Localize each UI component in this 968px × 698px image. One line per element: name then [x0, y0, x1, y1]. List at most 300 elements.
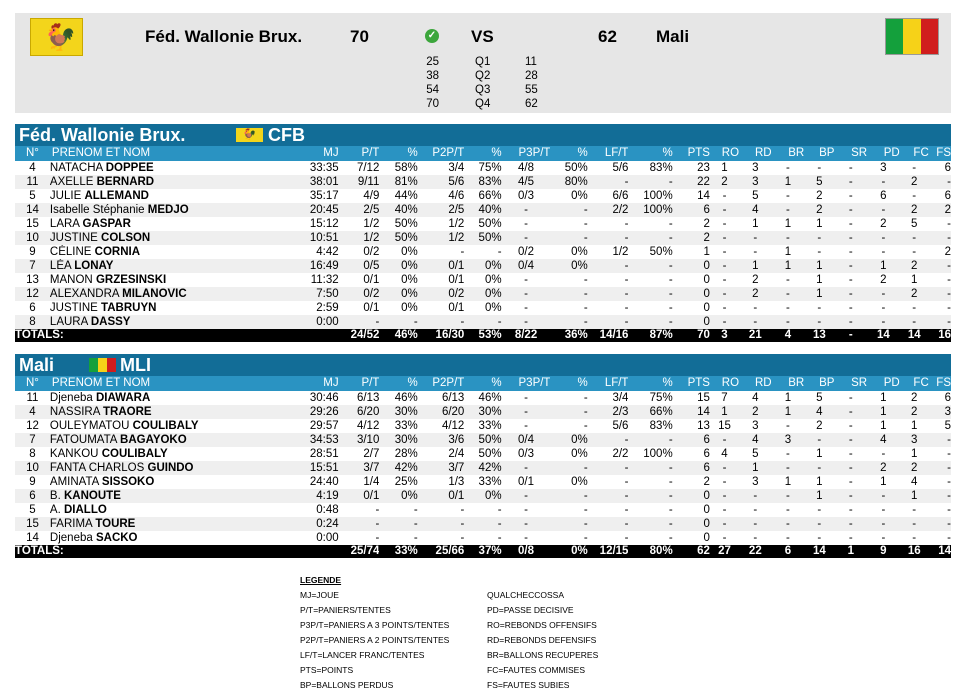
stat-cell: 2	[804, 189, 834, 203]
stat-cell: 4	[867, 433, 900, 447]
stat-cell: 40%	[464, 203, 501, 217]
stat-cell: 4	[739, 433, 772, 447]
stat-cell: -	[588, 517, 629, 531]
stat-cell: -	[739, 301, 772, 315]
stat-cell: 3/10	[339, 433, 380, 447]
stat-cell: -	[772, 189, 805, 203]
stat-cell: 5	[739, 447, 772, 461]
player-first-name: JUSTINE	[49, 232, 98, 244]
stat-cell: 0:48	[257, 503, 338, 517]
stat-cell: 2:59	[257, 301, 338, 315]
table-row	[15, 315, 951, 329]
stat-cell: 50%	[464, 231, 501, 245]
total-cell: 16/30	[418, 329, 465, 342]
player-first-name: NATACHA	[49, 162, 103, 174]
table-row	[15, 273, 951, 287]
column-header-row	[15, 146, 951, 161]
stat-cell: -	[739, 531, 772, 545]
player-last-name: KANOUTE	[64, 490, 121, 502]
stat-cell: -	[710, 217, 739, 231]
player-name	[50, 273, 257, 287]
stat-cell: -	[502, 231, 551, 245]
stat-cell: 100%	[628, 189, 672, 203]
player-number: 5	[15, 189, 50, 203]
stat-cell: 44%	[379, 189, 417, 203]
stat-cell: 6	[673, 447, 710, 461]
stat-cell: -	[772, 301, 805, 315]
stat-cell: -	[418, 503, 465, 517]
stat-cell: -	[772, 517, 805, 531]
legend-item: P3P/T=PANIERS A 3 POINTS/TENTES	[300, 620, 450, 630]
player-number: 15	[15, 517, 50, 531]
player-first-name: JUSTINE	[49, 302, 98, 314]
table-row	[15, 203, 951, 217]
column-header: MJ	[257, 376, 338, 391]
stat-cell: 2	[673, 217, 710, 231]
stat-cell: 15:51	[257, 461, 338, 475]
stat-cell: 6	[673, 203, 710, 217]
stat-cell: -	[929, 231, 951, 245]
stat-cell: -	[739, 489, 772, 503]
column-header: RD	[739, 376, 772, 391]
stat-cell: -	[502, 301, 551, 315]
stat-cell: 1	[772, 259, 805, 273]
stat-cell: 6	[673, 461, 710, 475]
player-last-name: BAGAYOKO	[120, 434, 187, 446]
column-header: P/T	[339, 376, 380, 391]
stat-cell: 2	[867, 461, 900, 475]
quarter-away-score: 62	[525, 98, 538, 110]
stat-cell: -	[929, 287, 951, 301]
stat-cell: 15	[710, 419, 739, 433]
stat-cell: -	[900, 189, 929, 203]
stat-cell: 0/2	[418, 287, 465, 301]
stat-cell: -	[379, 517, 417, 531]
stat-cell: -	[804, 301, 834, 315]
stat-cell: 25%	[379, 475, 417, 489]
column-header: BR	[772, 376, 805, 391]
quarter-label: Q1	[475, 56, 491, 68]
stat-cell: -	[929, 217, 951, 231]
player-name	[50, 231, 257, 245]
stat-cell: 23	[673, 161, 710, 175]
total-cell: 80%	[628, 545, 672, 558]
stat-cell: -	[929, 433, 951, 447]
player-number: 10	[15, 461, 50, 475]
stat-cell: -	[804, 517, 834, 531]
table-row	[15, 517, 951, 531]
totals-row	[15, 545, 951, 558]
player-name	[50, 489, 257, 503]
stat-cell: 1	[710, 405, 739, 419]
stat-cell: 0/1	[418, 259, 465, 273]
stat-cell: 46%	[464, 391, 501, 405]
stat-cell: 2	[804, 203, 834, 217]
quarter-away-score: 55	[525, 84, 538, 96]
player-name	[50, 259, 257, 273]
column-header: RO	[710, 376, 739, 391]
total-cell: 53%	[464, 329, 501, 342]
column-header: PRENOM ET NOM	[50, 376, 257, 391]
stat-cell: 0/2	[339, 245, 380, 259]
stat-cell: -	[867, 315, 900, 329]
stat-cell: -	[867, 489, 900, 503]
stat-cell: -	[834, 259, 867, 273]
player-number: 10	[15, 231, 50, 245]
stat-cell: 6	[867, 189, 900, 203]
legend-item: P2P/T=PANIERS A 2 POINTS/TENTES	[300, 635, 450, 645]
player-first-name: AMINATA	[49, 476, 99, 488]
stat-cell: -	[929, 259, 951, 273]
stat-cell: 1/4	[339, 475, 380, 489]
player-last-name: LONAY	[74, 260, 114, 272]
stat-cell: 20:45	[257, 203, 338, 217]
legend-item: PTS=POINTS	[300, 665, 354, 675]
total-cell: 24/52	[339, 329, 380, 342]
stat-cell: -	[772, 503, 805, 517]
total-cell: 4	[772, 329, 805, 342]
stat-cell: 75%	[628, 391, 672, 405]
stat-cell: -	[710, 503, 739, 517]
player-name	[50, 531, 257, 545]
quarter-home-score: 25	[426, 56, 439, 68]
stat-cell: -	[628, 259, 672, 273]
stat-cell: 2/5	[418, 203, 465, 217]
totals-label: TOTALS:	[15, 545, 257, 558]
quarter-home-scores	[425, 55, 439, 111]
stat-cell: -	[502, 315, 551, 329]
stat-cell: 2/3	[588, 405, 629, 419]
stat-cell: -	[550, 461, 587, 475]
stat-cell: 1	[804, 273, 834, 287]
stat-cell: 1	[772, 475, 805, 489]
column-header: FS	[929, 376, 951, 391]
player-first-name: CÉLINE	[49, 246, 92, 258]
stat-cell: 4	[739, 203, 772, 217]
stat-cell: 10:51	[257, 231, 338, 245]
stat-cell: 5	[804, 175, 834, 189]
stat-cell: 1	[804, 217, 834, 231]
stat-cell: -	[628, 489, 672, 503]
stat-cell: -	[418, 531, 465, 545]
stat-cell: 29:57	[257, 419, 338, 433]
stat-cell: -	[772, 447, 805, 461]
stat-cell: 5/6	[588, 419, 629, 433]
stat-cell: 50%	[464, 433, 501, 447]
stat-cell: -	[628, 175, 672, 189]
stat-cell: 0%	[550, 245, 587, 259]
stat-cell: -	[628, 475, 672, 489]
stat-cell: -	[628, 287, 672, 301]
stat-cell: 2/5	[339, 203, 380, 217]
stat-cell: 5	[900, 217, 929, 231]
stat-cell: 1	[739, 259, 772, 273]
player-last-name: ALLEMAND	[84, 190, 149, 202]
wallonia-flag-icon: 🐓	[236, 128, 263, 142]
stat-cell: 1	[804, 287, 834, 301]
total-cell: 46%	[379, 329, 417, 342]
stat-cell: 1	[804, 489, 834, 503]
stat-cell: -	[418, 245, 465, 259]
column-header-row	[15, 376, 951, 391]
stat-cell: -	[550, 287, 587, 301]
stat-cell: -	[900, 503, 929, 517]
stat-cell: 66%	[628, 405, 672, 419]
column-header: LF/T	[588, 376, 629, 391]
stat-cell: 4/8	[502, 161, 551, 175]
player-last-name: DIAWARA	[95, 392, 151, 404]
stat-cell: 6	[673, 433, 710, 447]
column-header: SR	[834, 376, 867, 391]
column-header: PTS	[673, 146, 710, 161]
stat-cell: -	[804, 245, 834, 259]
player-first-name: FANTA CHARLOS	[49, 462, 145, 474]
player-number: 7	[15, 433, 50, 447]
table-row	[15, 419, 951, 433]
column-header: N°	[15, 146, 50, 161]
stat-cell: -	[804, 231, 834, 245]
total-cell: 27	[710, 545, 739, 558]
total-cell: 16	[929, 329, 951, 342]
total-cell: 87%	[628, 329, 672, 342]
stat-cell: -	[628, 531, 672, 545]
total-cell: 16	[900, 545, 929, 558]
stat-cell: -	[588, 259, 629, 273]
player-number: 9	[15, 475, 50, 489]
totals-row	[15, 329, 951, 342]
column-header: RD	[739, 146, 772, 161]
stat-cell: -	[588, 287, 629, 301]
stat-cell: -	[834, 189, 867, 203]
stat-cell: -	[834, 217, 867, 231]
player-last-name: DOPPEE	[105, 162, 154, 174]
stat-cell: 0/1	[418, 301, 465, 315]
stat-cell: -	[772, 231, 805, 245]
player-last-name: BERNARD	[96, 176, 155, 188]
player-number: 13	[15, 273, 50, 287]
stat-cell: -	[929, 489, 951, 503]
stat-cell: 66%	[464, 189, 501, 203]
column-header: %	[628, 376, 672, 391]
stat-cell: 5	[739, 189, 772, 203]
stat-cell: 6/20	[339, 405, 380, 419]
stat-cell: 2	[900, 175, 929, 189]
stat-cell: -	[900, 517, 929, 531]
wallonia-flag-icon: 🐓	[30, 18, 83, 56]
table-row	[15, 189, 951, 203]
column-header: %	[379, 376, 417, 391]
legend-item: FC=FAUTES COMMISES	[487, 665, 585, 675]
stat-cell: -	[772, 531, 805, 545]
stat-cell: -	[710, 273, 739, 287]
stat-cell: 0	[673, 315, 710, 329]
stat-cell: 0:00	[257, 315, 338, 329]
quarter-away-scores	[525, 55, 538, 111]
player-first-name: Djeneba	[49, 532, 93, 544]
total-cell: 8/22	[502, 329, 551, 342]
stat-cell: 1	[867, 405, 900, 419]
stat-cell: 0%	[464, 287, 501, 301]
stat-cell: -	[867, 517, 900, 531]
player-last-name: SACKO	[95, 532, 138, 544]
column-header: %	[464, 376, 501, 391]
total-cell: 0/8	[502, 545, 551, 558]
stat-cell: 0%	[379, 245, 417, 259]
stat-cell: -	[502, 391, 551, 405]
stat-cell: -	[550, 301, 587, 315]
stat-cell: -	[834, 489, 867, 503]
stat-cell: 33:35	[257, 161, 338, 175]
stat-cell: -	[502, 273, 551, 287]
stat-cell: 0/4	[502, 259, 551, 273]
column-header: BP	[804, 376, 834, 391]
stat-cell: 6/20	[418, 405, 465, 419]
stat-cell: 4	[804, 405, 834, 419]
player-first-name: JULIE	[49, 190, 82, 202]
stat-cell: -	[739, 231, 772, 245]
quarter-label: Q4	[475, 98, 491, 110]
column-header: BR	[772, 146, 805, 161]
column-header: N°	[15, 376, 50, 391]
stat-cell: 2	[929, 203, 951, 217]
table-row	[15, 245, 951, 259]
stat-cell: -	[772, 287, 805, 301]
player-name	[50, 217, 257, 231]
stat-cell: 2	[673, 231, 710, 245]
stat-cell: 6/13	[339, 391, 380, 405]
stat-cell: 2	[739, 273, 772, 287]
player-name	[50, 287, 257, 301]
stat-cell: -	[929, 517, 951, 531]
stat-cell: 2	[900, 203, 929, 217]
quarter-away-score: 11	[525, 56, 537, 68]
table-row	[15, 259, 951, 273]
player-first-name: MANON	[49, 274, 93, 286]
player-number: 15	[15, 217, 50, 231]
stat-cell: -	[834, 161, 867, 175]
team-code: MLI	[120, 355, 151, 375]
stat-cell: -	[772, 273, 805, 287]
stat-cell: -	[834, 447, 867, 461]
column-header: FC	[900, 146, 929, 161]
stat-cell: 100%	[628, 447, 672, 461]
stat-cell: 0	[673, 273, 710, 287]
player-last-name: TABRUYN	[101, 302, 157, 314]
column-header: PTS	[673, 376, 710, 391]
stat-cell: -	[588, 503, 629, 517]
stat-cell: 0/5	[339, 259, 380, 273]
stat-cell: 4/6	[418, 189, 465, 203]
stat-cell: -	[550, 503, 587, 517]
player-name	[50, 301, 257, 315]
total-cell: 25/66	[418, 545, 465, 558]
stat-cell: -	[550, 405, 587, 419]
stat-cell: 28:51	[257, 447, 338, 461]
legend-item: RD=REBONDS DEFENSIFS	[487, 635, 597, 645]
stat-cell: -	[628, 503, 672, 517]
player-name	[50, 475, 257, 489]
stat-cell: 3/7	[339, 461, 380, 475]
stat-cell: 15	[673, 391, 710, 405]
stat-cell: -	[710, 203, 739, 217]
player-name	[50, 433, 257, 447]
legend-item: BP=BALLONS PERDUS	[300, 680, 394, 690]
stat-cell: 42%	[464, 461, 501, 475]
stat-cell: 33%	[464, 475, 501, 489]
stat-cell: 83%	[628, 419, 672, 433]
stat-cell: 0%	[550, 433, 587, 447]
stat-cell: -	[710, 301, 739, 315]
player-name	[50, 161, 257, 175]
stat-cell: 4:42	[257, 245, 338, 259]
stat-cell: -	[929, 475, 951, 489]
player-number: 6	[15, 489, 50, 503]
stat-cell: 75%	[464, 161, 501, 175]
player-last-name: CORNIA	[94, 246, 141, 258]
column-header: P2P/T	[418, 376, 465, 391]
stat-cell: -	[834, 433, 867, 447]
player-number: 11	[15, 175, 50, 189]
stat-cell: -	[867, 203, 900, 217]
stat-cell: 0%	[379, 273, 417, 287]
quarter-home-score: 38	[426, 70, 439, 82]
player-first-name: ALEXANDRA	[49, 288, 119, 300]
total-cell: 70	[673, 329, 710, 342]
stat-cell: -	[834, 287, 867, 301]
stat-cell: 1	[804, 475, 834, 489]
table-row	[15, 161, 951, 175]
stat-cell: 5	[929, 419, 951, 433]
stat-cell: 6	[929, 161, 951, 175]
player-first-name: KANKOU	[49, 448, 99, 460]
stat-cell: 0%	[464, 301, 501, 315]
stat-cell: 2	[900, 405, 929, 419]
legend-item: P/T=PANIERS/TENTES	[300, 605, 391, 615]
stat-cell: -	[834, 391, 867, 405]
total-cell: 14	[929, 545, 951, 558]
stat-cell: 30%	[464, 405, 501, 419]
stat-cell: 7	[710, 391, 739, 405]
player-number: 9	[15, 245, 50, 259]
stat-cell: -	[588, 461, 629, 475]
quarter-home-score: 70	[426, 98, 439, 110]
column-header: P2P/T	[418, 146, 465, 161]
stat-cell: -	[834, 475, 867, 489]
stat-cell: -	[929, 273, 951, 287]
player-last-name: MILANOVIC	[122, 288, 187, 300]
stat-cell: -	[834, 245, 867, 259]
stat-cell: 1	[772, 217, 805, 231]
stat-cell: -	[804, 531, 834, 545]
table-row	[15, 531, 951, 545]
stat-cell: 0	[673, 503, 710, 517]
player-last-name: DASSY	[90, 316, 131, 328]
stat-cell: 80%	[550, 175, 587, 189]
player-first-name: FATOUMATA	[49, 434, 117, 446]
column-header: RO	[710, 146, 739, 161]
quarter-labels	[475, 55, 490, 111]
column-header: PD	[867, 146, 900, 161]
stat-cell: 0%	[464, 259, 501, 273]
stat-cell: -	[929, 175, 951, 189]
stat-cell: 0/1	[502, 475, 551, 489]
stat-cell: -	[588, 475, 629, 489]
stat-cell: 50%	[379, 231, 417, 245]
player-number: 7	[15, 259, 50, 273]
stat-cell: 0:00	[257, 531, 338, 545]
total-cell: 25/74	[339, 545, 380, 558]
stat-cell: 58%	[379, 161, 417, 175]
